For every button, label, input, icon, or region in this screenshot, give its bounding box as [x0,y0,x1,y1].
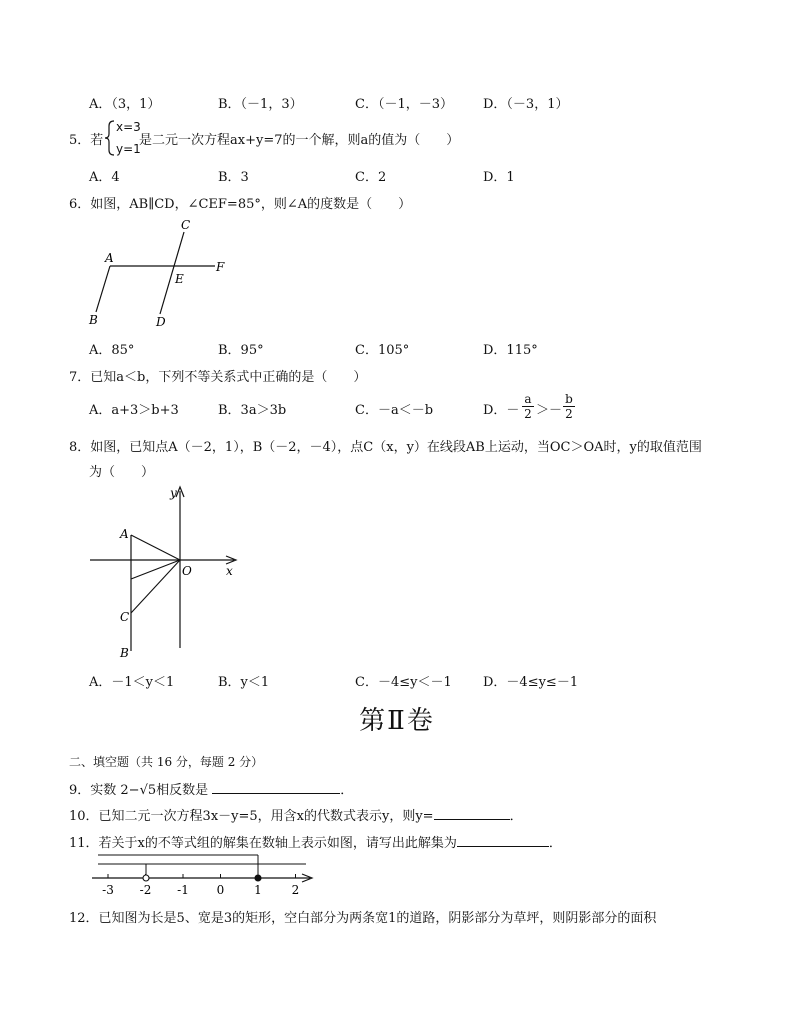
section-title: 第Ⅱ卷 [359,706,435,736]
label-x: x [226,564,233,578]
q7-stem: 7．已知a＜b，下列不等关系式中正确的是（ ） [69,370,367,385]
q7-frac-b [563,392,575,421]
q4-option-b: B．（－1，3） [218,97,303,112]
q4-option-d: D．（－3，1） [483,97,569,112]
segment-o-mid [131,560,180,579]
label-b: B [89,313,98,327]
q7-frac-a-den: 2 [522,406,534,421]
label-y: y [170,486,177,500]
q5-option-d: D．1 [483,170,515,185]
label-o: O [182,564,192,578]
q7-option-a: A．a+3＞b+3 [89,403,179,418]
q9-text: 9．实数 2−√5相反数是 [69,783,213,798]
open-dot-icon [143,875,149,881]
q7-frac-b-num: b [565,392,573,406]
label-d: D [156,315,166,329]
q10-end: ． [509,809,523,824]
label-e: E [175,272,184,286]
tick-label: 0 [216,883,225,897]
q12-text: 12．已知图为长是5、宽是3的矩形，空白部分为两条宽1的道路，阴影部分为草坪，则阴影部分的面积 [69,911,657,926]
q11-text: 11．若关于x的不等式组的解集在数轴上表示如图，请写出此解集为 [69,836,457,851]
q10 [69,805,523,824]
tick-label: -3 [102,883,114,897]
segment-oa [131,535,180,560]
q7-option-d-mid: ＞－ [536,403,563,418]
closed-dot-icon [255,875,261,881]
label-a: A [105,251,114,265]
q5-suffix: 是二元一次方程ax+y=7的一个解，则a的值为（ ） [139,133,460,148]
label-b: B [120,646,129,660]
q8-figure [86,483,246,663]
q5-option-a: A．4 [89,170,120,185]
q6-option-d: D．115° [483,343,538,358]
q8-stem-line1: 8．如图，已知点A（－2，1），B（－2，－4），点C（x，y）在线段AB上运动，当OC＞OA时，y的取值范围 [69,440,702,455]
q11-number-line [88,852,318,900]
q11-end: ． [548,836,562,851]
part2-header: 二、填空题（共 16 分，每题 2 分） [69,755,264,769]
tick-label: 1 [254,883,262,897]
q5-prefix: 5．若 [69,133,104,148]
q8-option-d: D．－4≤y≤－1 [483,675,579,690]
q8-option-c: C．－4≤y＜－1 [355,675,452,690]
label-c: C [120,610,130,624]
q6-option-c: C．105° [355,343,410,358]
tick-label: -2 [139,883,152,897]
segment-oc [131,560,180,613]
q8-option-b: B．y＜1 [218,675,270,690]
q11 [69,832,562,851]
q10-answer-blank[interactable] [434,807,510,820]
q8-option-a: A．－1＜y＜1 [89,675,175,690]
q11-answer-blank[interactable] [457,834,549,847]
q5-option-b: B．3 [218,170,249,185]
q6-option-b: B．95° [218,343,264,358]
q5-eq1: x=3 [116,120,141,134]
q6-stem: 6．如图，AB∥CD，∠CEF=85°，则∠A的度数是（ ） [69,197,412,212]
q9 [69,779,353,798]
tick-label: -1 [177,883,189,897]
q5-option-c: C．2 [355,170,387,185]
q7-frac-b-den: 2 [563,406,575,421]
label-f: F [216,260,225,274]
q4-option-a: A．（3，1） [89,97,161,112]
q6-figure [80,212,240,332]
q9-end: ． [340,783,354,798]
q5-eq2: y=1 [116,142,141,156]
line-ab [96,266,110,312]
q4-option-c: C．（－1，－3） [355,97,453,112]
tick-label: 2 [291,883,300,897]
q5-brace-icon [104,120,116,156]
q6-option-a: A．85° [89,343,135,358]
q10-text: 10．已知二元一次方程3x－y=5，用含x的代数式表示y，则y= [69,809,434,824]
label-c: C [181,218,191,232]
q8-stem-line2: 为（ ） [89,465,155,480]
q7-option-c: C．－a＜－b [355,403,434,418]
q7-option-d-prefix: D．－ [483,403,520,418]
q9-answer-blank[interactable] [212,781,340,794]
q7-frac-a-num: a [524,392,532,406]
q7-option-b: B．3a＞3b [218,403,287,418]
label-a: A [120,527,129,541]
q7-frac-a [522,392,534,421]
